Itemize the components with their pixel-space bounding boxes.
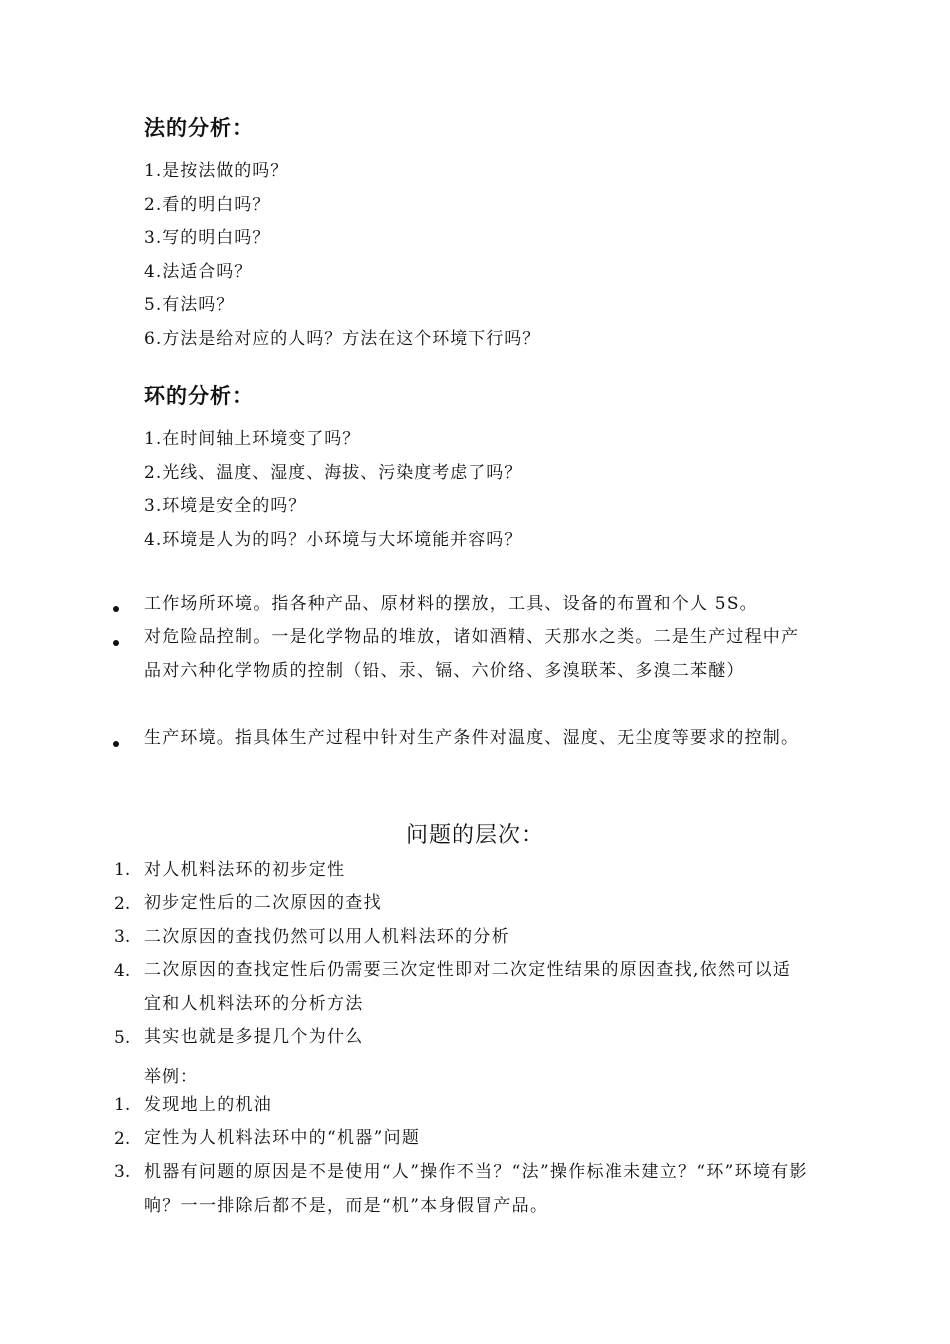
fa-analysis-heading: 法的分析：: [144, 116, 254, 140]
level-item-5: 其实也就是多提几个为什么: [144, 1027, 364, 1047]
example-number: 3.: [114, 1162, 131, 1182]
fa-item-6: 6.方法是给对应的人吗？方法在这个环境下行吗？: [144, 329, 541, 349]
example-label: 举例：: [144, 1067, 198, 1087]
levels-title: 问题的层次：: [405, 823, 544, 848]
example-number: 2.: [114, 1129, 131, 1149]
fa-item-2: 2.看的明白吗？: [144, 195, 271, 215]
bullet-dot-icon: [113, 606, 119, 612]
bullet-dot-icon: [113, 640, 119, 646]
huan-item-2: 2.光线、温度、湿度、海拔、污染度考虑了吗？: [144, 463, 523, 483]
example-item-3: 机器有问题的原因是不是使用“人”操作不当？“法”操作标准未建立？“环”环境有影响？一一排除后都不是，而是“机”本身假冒产品。: [144, 1162, 808, 1216]
level-number: 3.: [114, 927, 131, 947]
level-item-2: 初步定性后的二次原因的查找: [144, 893, 382, 913]
huan-item-3: 3.环境是安全的吗？: [144, 496, 307, 516]
fa-item-5: 5.有法吗？: [144, 295, 235, 315]
level-number: 1.: [114, 860, 131, 880]
bullet-item-1: 工作场所环境。指各种产品、原材料的摆放，工具、设备的布置和个人 5S。: [144, 594, 758, 614]
level-item-4: 二次原因的查找定性后仍需要三次定性即对二次定性结果的原因查找,依然可以适宜和人机料法环的分析方法: [144, 960, 792, 1014]
huan-item-1: 1.在时间轴上环境变了吗？: [144, 429, 361, 449]
bullet-dot-icon: [113, 741, 119, 747]
fa-item-3: 3.写的明白吗？: [144, 228, 271, 248]
level-item-1: 对人机料法环的初步定性: [144, 860, 346, 880]
example-number: 1.: [114, 1095, 131, 1115]
fa-item-4: 4.法适合吗？: [144, 262, 253, 282]
level-number: 4.: [114, 961, 131, 981]
level-item-3: 二次原因的查找仍然可以用人机料法环的分析: [144, 927, 510, 947]
bullet-item-3: 生产环境。指具体生产过程中针对生产条件对温度、湿度、无尘度等要求的控制。: [144, 728, 800, 748]
level-number: 2.: [114, 894, 131, 914]
level-number: 5.: [114, 1028, 131, 1048]
huan-analysis-heading: 环的分析：: [144, 384, 254, 408]
fa-item-1: 1.是按法做的吗？: [144, 161, 289, 181]
example-item-1: 发现地上的机油: [144, 1095, 273, 1115]
huan-item-4: 4.环境是人为的吗？小环境与大坏境能并容吗？: [144, 530, 523, 550]
example-item-2: 定性为人机料法环中的“机器”问题: [144, 1128, 421, 1148]
bullet-item-2: 对危险品控制。一是化学物品的堆放，诸如酒精、天那水之类。二是生产过程中产品对六种化学物质的控制（铅、汞、镉、六价络、多溴联苯、多溴二苯醚）: [144, 627, 800, 681]
